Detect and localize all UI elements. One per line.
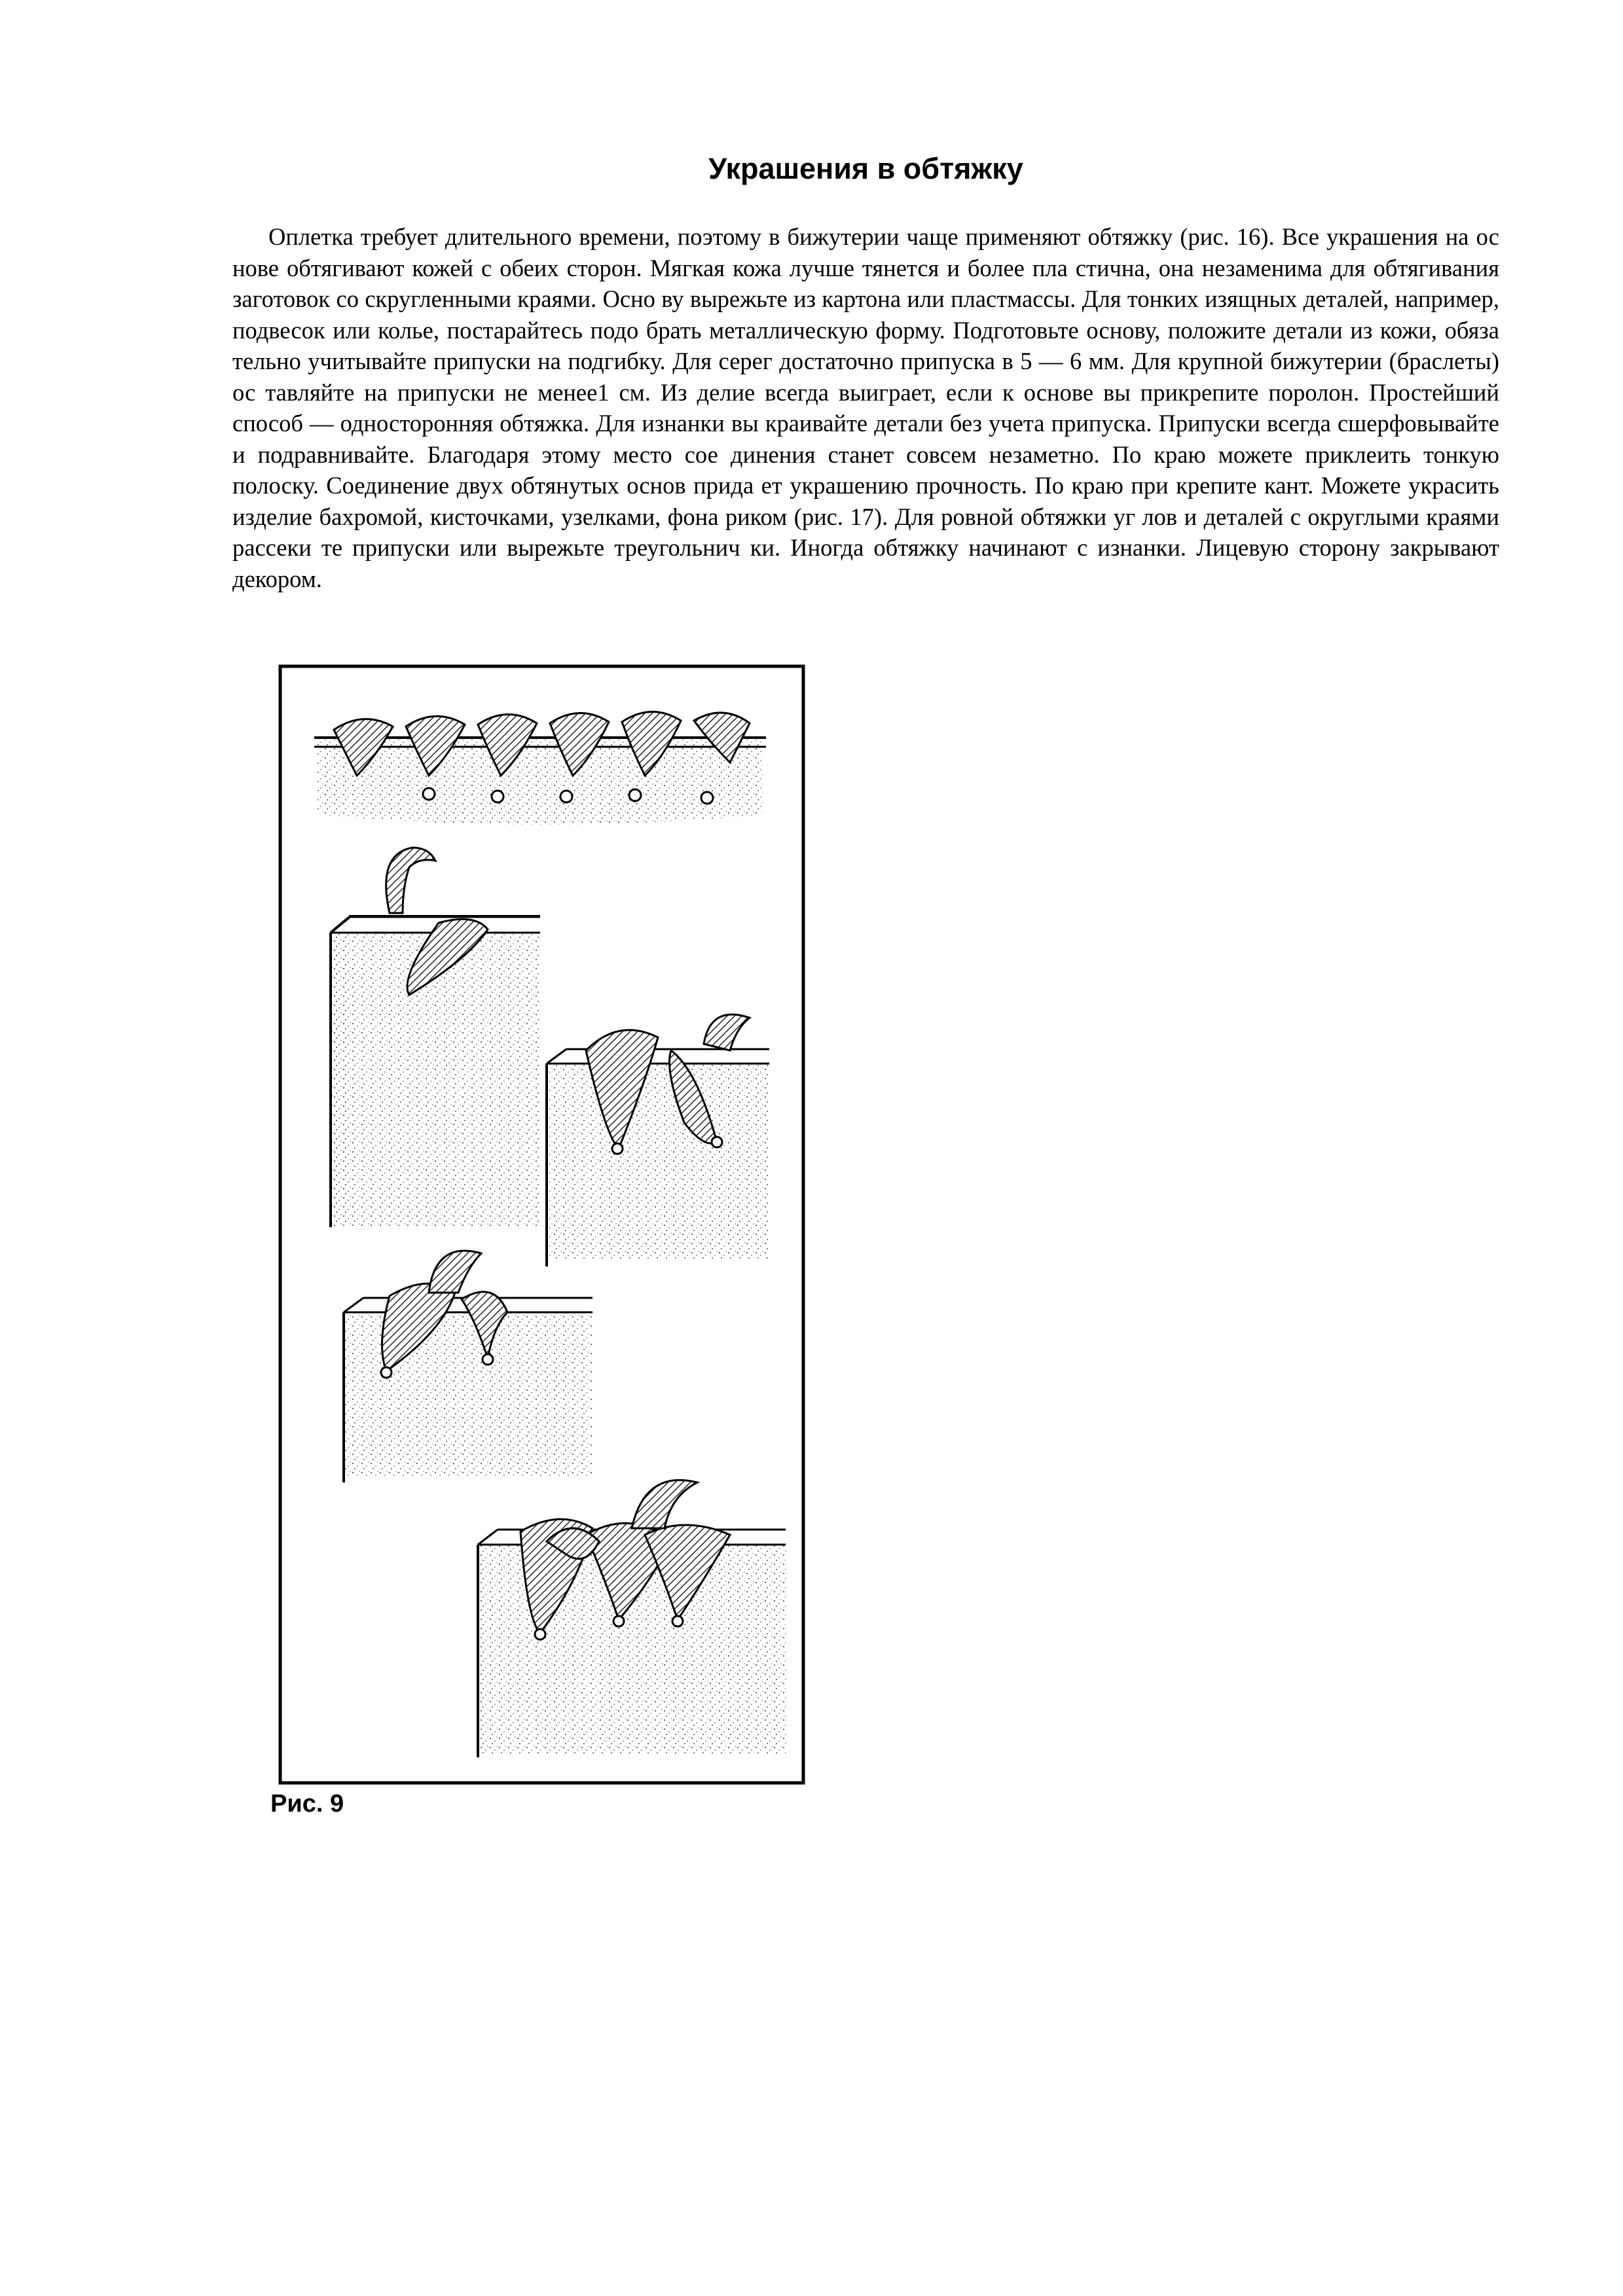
figure-lacing-illustration — [278, 664, 805, 1785]
page-title: Украшения в обтяжку — [708, 152, 1023, 185]
body-paragraph: Оплетка требует длительного времени, поэтому в бижутерии чаще применяют обтяжку (рис. 16). Все украшения на ос нове обтягивают кожей с обеих сторон. Мягкая кожа лучше тянется и более пла стична, она незаменима для обтягивания заготовок со скругленными краями. Осно ву вырежьте из картона или пластмассы. Для тонких изящных деталей, например, подвесок или колье, постарайтесь подо брать металлическую форму. Подготовьте основу, положите детали из кожи, обяза тельно учитывайте припуски на подгибку. Для серег достаточно припуска в 5 — 6 мм. Для крупной бижутерии (браслеты) ос тавляйте на припуски не менее1 см. Из делие всегда выиграет, если к основе вы прикрепите поролон. Простейший способ — односторонняя обтяжка. Для изнанки вы краивайте детали без учета припуска. Припуски всегда сшерфовывайте и подравнивайте. Благодаря этому место сое динения станет совсем незаметно. По краю можете приклеить тонкую полоску. Соединение двух обтянутых основ прида ет украшению прочность. По краю при крепите кант. Можете украсить изделие бахромой, кисточками, узелками, фона риком (рис. 17). Для ровной обтяжки уг лов и деталей с округлыми краями рассеки те припуски или вырежьте треугольнич ки. Иногда обтяжку начинают с изнанки. Лицевую сторону закрывают декором. — [232, 223, 1499, 592]
figure-caption: Рис. 9 — [270, 1790, 344, 1818]
